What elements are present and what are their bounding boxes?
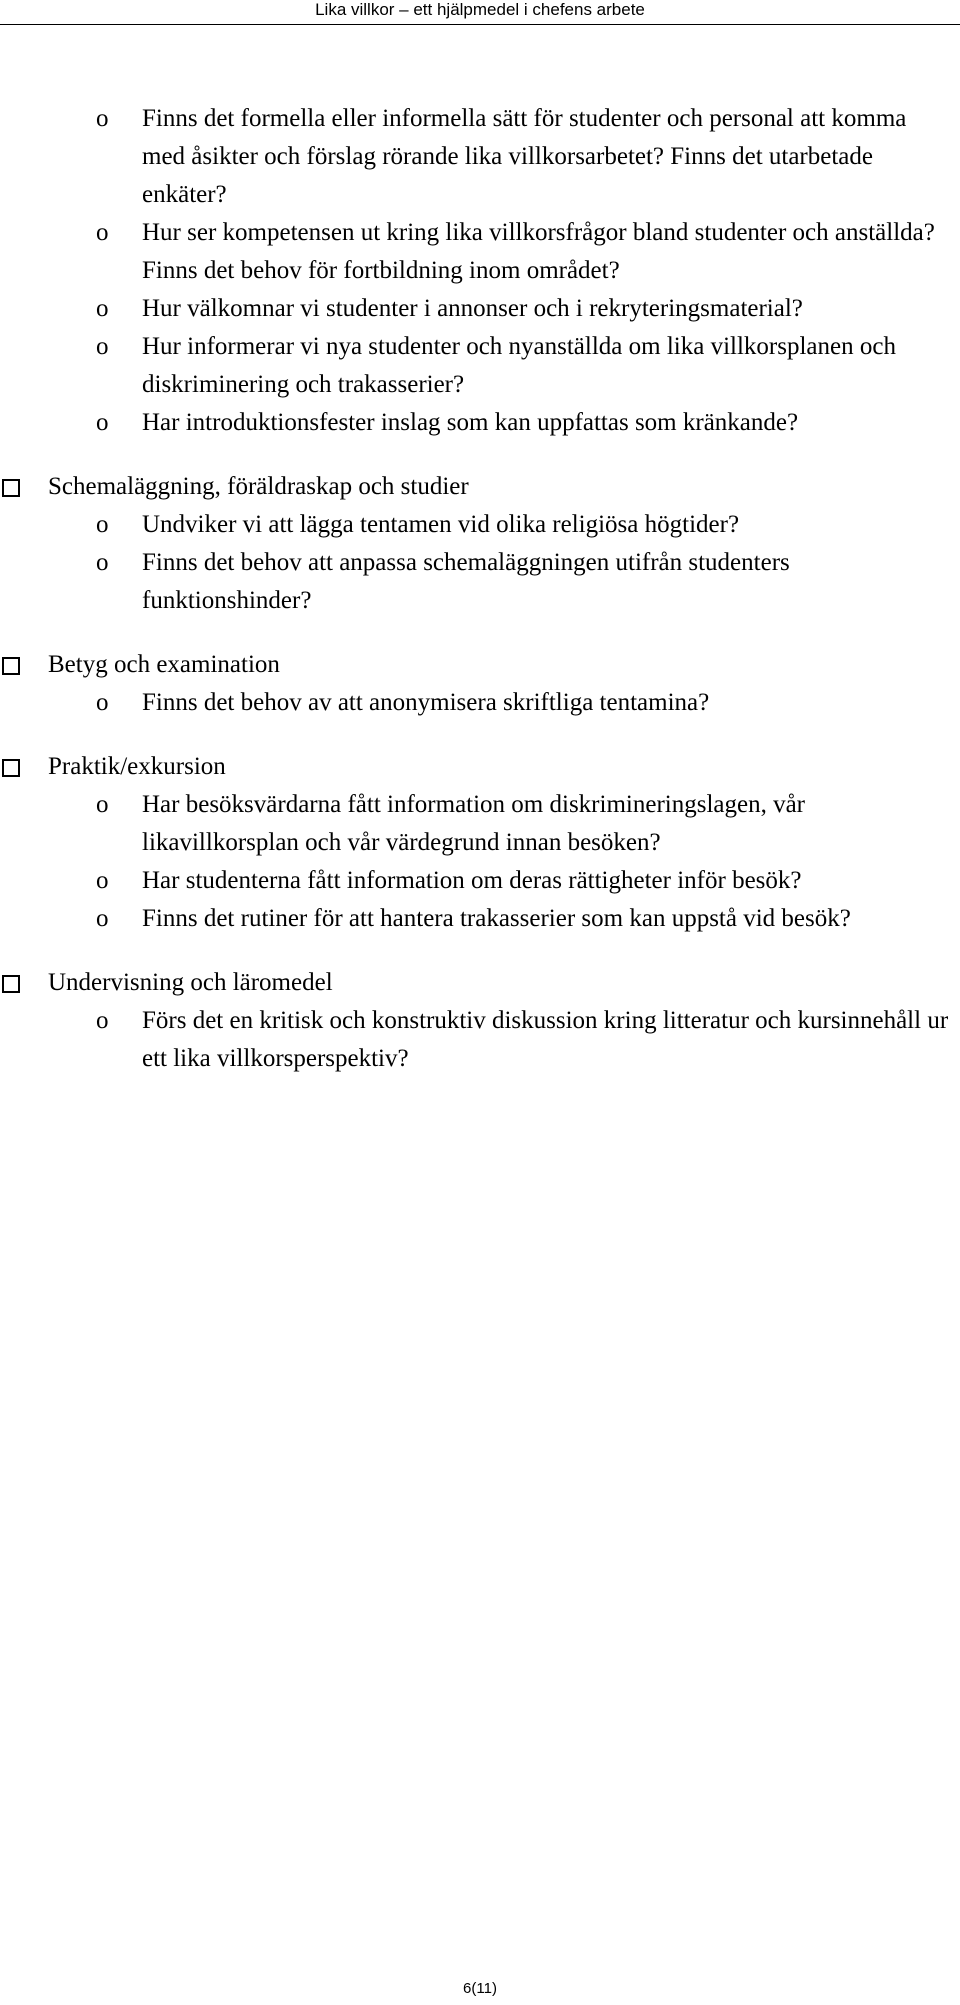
list-item-text: Finns det behov av att anonymisera skriftliga tentamina? (142, 689, 710, 716)
bullet-o: o (96, 219, 109, 246)
bullet-o: o (96, 689, 109, 716)
list-item (0, 900, 960, 938)
list-item-text: Finns det behov att anpassa schemaläggningen utifrån studenters funktionshinder? (142, 549, 790, 614)
checkbox-icon[interactable] (2, 975, 20, 993)
list-item (0, 684, 960, 722)
list-item-text: Har studenterna fått information om deras rättigheter inför besök? (142, 867, 802, 894)
section-betyg (0, 646, 960, 722)
list-item (0, 1002, 960, 1078)
bullet-o: o (96, 905, 109, 932)
section-praktik (0, 748, 960, 938)
section-title: Schemaläggning, föräldraskap och studier (48, 473, 469, 500)
list-item-text: Har introduktionsfester inslag som kan uppfattas som kränkande? (142, 409, 799, 436)
checkbox-icon[interactable] (2, 759, 20, 777)
list-item (0, 786, 960, 862)
list-item-text: Har besöksvärdarna fått information om diskrimineringslagen, vår likavillkorsplan och vår värdegrund innan besöken? (142, 791, 806, 856)
section-title: Praktik/exkursion (48, 753, 226, 780)
bullet-o: o (96, 333, 109, 360)
list-item-text: Hur välkomnar vi studenter i annonser och i rekryteringsmaterial? (142, 295, 803, 322)
header-divider (0, 24, 960, 25)
list-item (0, 404, 960, 442)
section-undervisning (0, 964, 960, 1078)
list-item (0, 214, 960, 290)
bullet-o: o (96, 105, 109, 132)
bullet-o: o (96, 1007, 109, 1034)
list-item (0, 100, 960, 214)
bullet-o: o (96, 409, 109, 436)
list-item (0, 544, 960, 620)
page-header: Lika villkor – ett hjälpmedel i chefens arbete (315, 0, 645, 19)
bullet-o: o (96, 867, 109, 894)
list-item (0, 506, 960, 544)
bullet-o: o (96, 295, 109, 322)
list-item (0, 862, 960, 900)
list-item (0, 328, 960, 404)
section-schemalaggning (0, 468, 960, 620)
section-title: Undervisning och läromedel (48, 969, 333, 996)
checkbox-icon[interactable] (2, 657, 20, 675)
list-item-text: Hur ser kompetensen ut kring lika villkorsfrågor bland studenter och anställda? Finns det behov för fortbildning inom området? (142, 219, 935, 284)
list-item-text: Förs det en kritisk och konstruktiv diskussion kring litteratur och kursinnehåll ur ett lika villkorsperspektiv? (142, 1007, 949, 1072)
checkbox-icon[interactable] (2, 479, 20, 497)
list-item (0, 290, 960, 328)
list-item-text: Finns det formella eller informella sätt för studenter och personal att komma med åsikter och förslag rörande lika villkorsarbetet? Finns det utarbetade enkäter? (142, 105, 907, 208)
document-body (0, 100, 960, 1078)
intro-list (0, 100, 960, 442)
page-number: 6(11) (463, 1980, 497, 1997)
bullet-o: o (96, 511, 109, 538)
list-item-text: Finns det rutiner för att hantera trakasserier som kan uppstå vid besök? (142, 905, 851, 932)
bullet-o: o (96, 791, 109, 818)
section-title: Betyg och examination (48, 651, 280, 678)
list-item-text: Undviker vi att lägga tentamen vid olika religiösa högtider? (142, 511, 740, 538)
list-item-text: Hur informerar vi nya studenter och nyanställda om lika villkorsplanen och diskriminering och trakasserier? (142, 333, 896, 398)
bullet-o: o (96, 549, 109, 576)
